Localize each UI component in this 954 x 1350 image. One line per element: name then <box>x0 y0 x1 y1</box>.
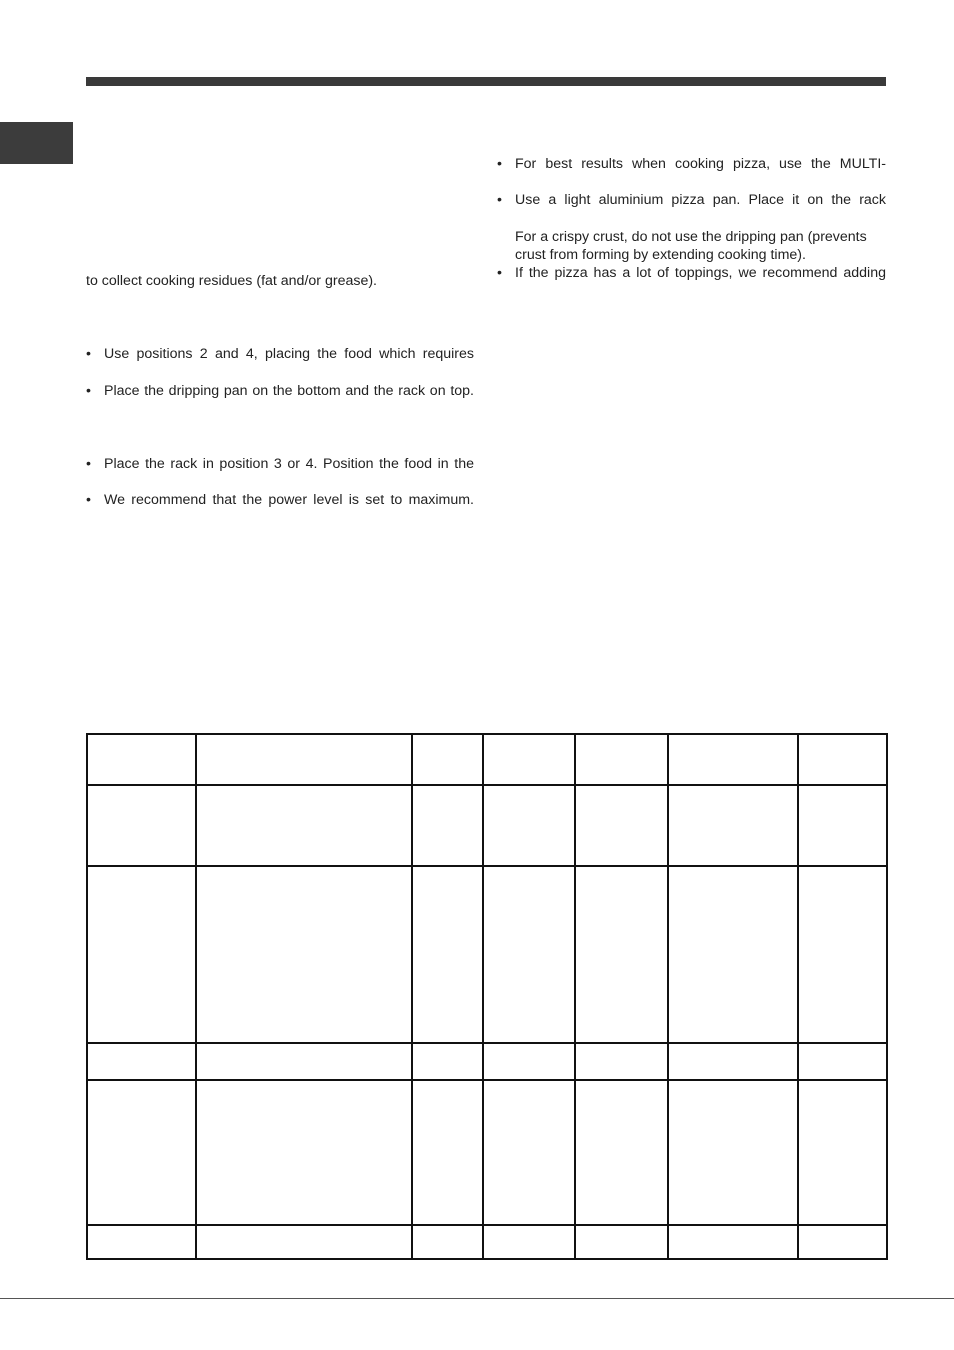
list-item-text: If the pizza has a lot of toppings, we recommend adding <box>515 265 886 281</box>
header-rule <box>86 77 886 86</box>
table-cell <box>483 1043 575 1080</box>
note-text: crust from forming by extending cooking time). <box>515 247 806 263</box>
list-item-text: Place the dripping pan on the bottom and the rack on top. <box>104 383 474 399</box>
bullet-icon: • <box>497 192 502 208</box>
table-row <box>87 866 887 1043</box>
list-item-text: We recommend that the power level is set to maximum. <box>104 492 474 508</box>
table-cell <box>87 734 196 785</box>
table-cell <box>483 1225 575 1259</box>
table-cell <box>668 1225 798 1259</box>
table-cell <box>575 734 668 785</box>
table-cell <box>87 1080 196 1225</box>
table-cell <box>87 866 196 1043</box>
table-row <box>87 1080 887 1225</box>
table-cell <box>196 1080 412 1225</box>
table-cell <box>575 1080 668 1225</box>
table-cell <box>483 1080 575 1225</box>
table-cell <box>668 785 798 866</box>
bullet-icon: • <box>86 383 91 399</box>
table-cell <box>412 866 483 1043</box>
table-cell <box>87 1043 196 1080</box>
table-cell <box>798 1225 887 1259</box>
table-cell <box>196 734 412 785</box>
table-cell <box>196 1225 412 1259</box>
table-cell <box>798 1080 887 1225</box>
table-cell <box>412 734 483 785</box>
bullet-icon: • <box>497 265 502 281</box>
table-cell <box>798 866 887 1043</box>
table-cell <box>412 1080 483 1225</box>
table-cell <box>483 785 575 866</box>
continuation-text: to collect cooking residues (fat and/or grease). <box>86 273 377 289</box>
table-cell <box>87 1225 196 1259</box>
cooking-table <box>86 733 888 1260</box>
bullet-icon: • <box>86 492 91 508</box>
table-cell <box>668 1080 798 1225</box>
table-cell <box>575 785 668 866</box>
table-cell <box>196 785 412 866</box>
table-cell <box>798 1043 887 1080</box>
table-cell <box>412 1043 483 1080</box>
list-item-text: Place the rack in position 3 or 4. Position the food in the <box>104 456 474 472</box>
table-cell <box>575 866 668 1043</box>
bullet-icon: • <box>86 456 91 472</box>
bullet-icon: • <box>497 156 502 172</box>
footer-rule <box>0 1298 954 1299</box>
list-item-text: Use a light aluminium pizza pan. Place it on the rack <box>515 192 886 208</box>
table-cell <box>575 1043 668 1080</box>
list-item-text: For best results when cooking pizza, use the MULTI- <box>515 156 886 172</box>
table-cell <box>483 866 575 1043</box>
note-text: For a crispy crust, do not use the dripping pan (prevents <box>515 229 867 245</box>
table-cell <box>87 785 196 866</box>
table-header-row <box>87 734 887 785</box>
table-cell <box>798 785 887 866</box>
table-cell <box>798 734 887 785</box>
table-cell <box>668 1043 798 1080</box>
table-cell <box>412 1225 483 1259</box>
table-cell <box>668 866 798 1043</box>
table-row <box>87 785 887 866</box>
bullet-icon: • <box>86 346 91 362</box>
table-row <box>87 1043 887 1080</box>
table-cell <box>412 785 483 866</box>
table-row <box>87 1225 887 1259</box>
table-cell <box>196 1043 412 1080</box>
table-cell <box>483 734 575 785</box>
table-cell <box>196 866 412 1043</box>
list-item-text: Use positions 2 and 4, placing the food which requires <box>104 346 474 362</box>
table-cell <box>575 1225 668 1259</box>
table-cell <box>668 734 798 785</box>
language-tab <box>0 122 73 164</box>
